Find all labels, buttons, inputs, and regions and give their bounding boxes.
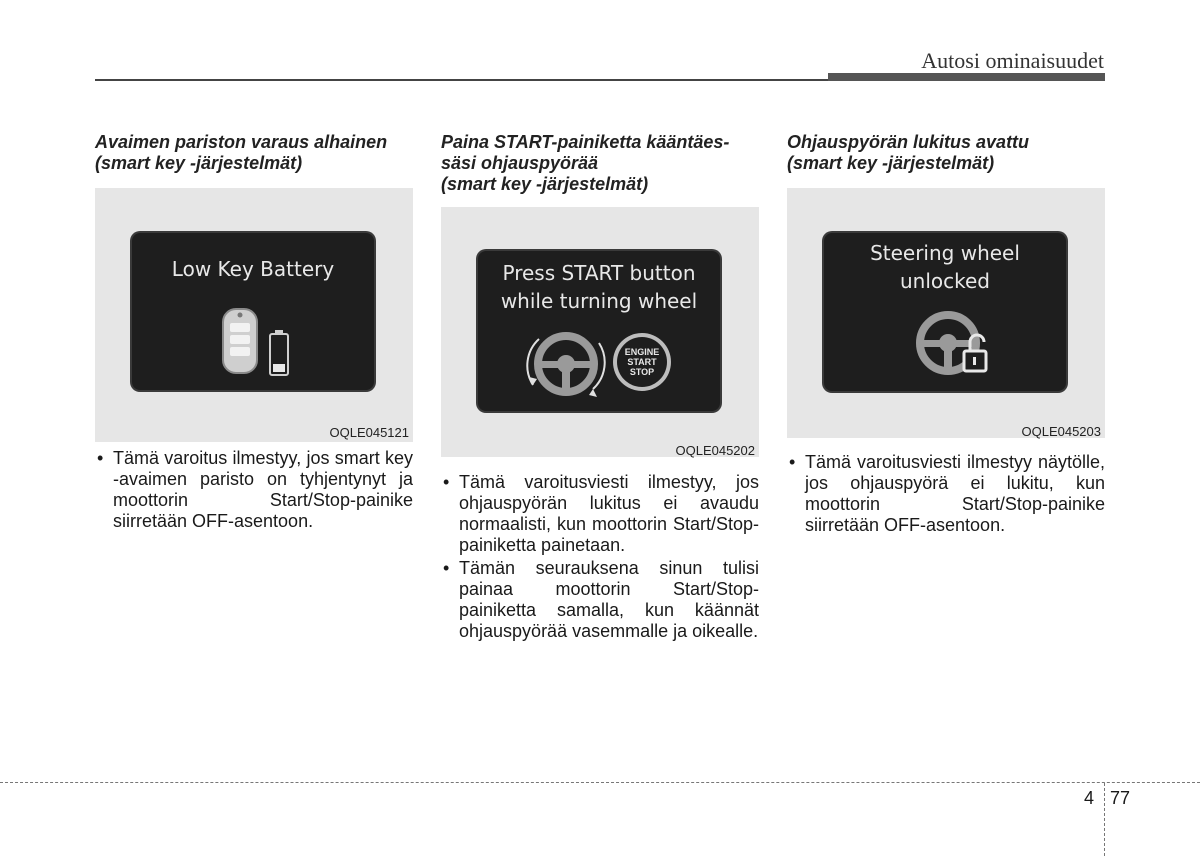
low-battery-icon [268, 329, 290, 377]
list-item: • Tämän seurauksena sinun tulisi painaa moottorin Start/Stop-painiketta samalla, kun käännät ohjauspyörää vasemmalle ja oikealle. [443, 558, 759, 641]
chapter-number: 4 [1084, 788, 1095, 808]
image-code: OQLE045202 [675, 443, 755, 458]
warning-image-panel [95, 188, 413, 442]
steering-wheel-rotate-icon [523, 327, 609, 401]
section-heading: Paina START-painiketta kääntäes- säsi ohjauspyörää (smart key -järjestelmät) [441, 132, 730, 194]
footer-divider [0, 782, 1200, 783]
header-title: Autosi ominaisuudet [921, 48, 1104, 73]
bullet-text: Tämä varoitus ilmestyy, jos smart key -avaimen paristo on tyhjentynyt ja moottorin Start/Stop-painike siirretään OFF-asentoon. [113, 448, 413, 531]
bullet-text: Tämä varoitusviesti ilmestyy, jos ohjauspyörän lukitus ei avaudu normaalisti, kun moottorin Start/Stop-painiketta painetaan. [459, 472, 759, 555]
display-message: Low Key Battery [171, 257, 335, 281]
column-low-key-battery [95, 132, 415, 531]
header-rule-thin [95, 79, 830, 81]
warning-image-panel [441, 207, 759, 457]
cluster-display [132, 233, 374, 390]
list-item: • Tämä varoitus ilmestyy, jos smart key -avaimen paristo on tyhjentynyt ja moottorin Start/Stop-painike siirretään OFF-asentoon. [97, 448, 413, 531]
bullet-list [787, 452, 1105, 538]
bullet-list [441, 472, 759, 644]
smart-key-icon [220, 305, 260, 377]
engine-start-stop-button [617, 337, 667, 387]
section-heading: Avaimen pariston varaus alhainen (smart key -järjestelmät) [95, 132, 388, 173]
list-item: • Tämä varoitusviesti ilmestyy näytölle, jos ohjauspyörä ei lukitu, kun moottorin Start/Stop-painike siirretään OFF-asentoon. [789, 452, 1105, 535]
bullet-list [95, 448, 413, 534]
display-message: Steering wheel unlocked [870, 241, 1020, 293]
header-rule-thick [828, 73, 1105, 81]
bullet-text: Tämän seurauksena sinun tulisi painaa moottorin Start/Stop-painiketta samalla, kun käännät ohjauspyörää vasemmalle ja oikealle. [459, 558, 759, 641]
footer-divider-vertical [1104, 783, 1105, 856]
cluster-display [824, 233, 1066, 391]
image-code: OQLE045203 [1021, 424, 1101, 439]
list-item: • Tämä varoitusviesti ilmestyy, jos ohjauspyörän lukitus ei avaudu normaalisti, kun moottorin Start/Stop-painiketta painetaan. [443, 472, 759, 555]
button-label: ENGINE START STOP [624, 347, 660, 377]
image-code: OQLE045121 [329, 425, 409, 440]
display-message: Press START button while turning wheel [500, 261, 698, 313]
section-heading: Ohjauspyörän lukitus avattu (smart key -järjestelmät) [787, 132, 1030, 173]
cluster-display [478, 251, 720, 411]
column-press-start [441, 132, 761, 641]
steering-wheel-unlock-icon [910, 307, 1000, 383]
column-wheel-unlocked [787, 132, 1107, 535]
warning-image-panel [787, 188, 1105, 438]
page-number: 77 [1110, 788, 1131, 808]
bullet-text: Tämä varoitusviesti ilmestyy näytölle, jos ohjauspyörä ei lukitu, kun moottorin Start/Stop-painike siirretään OFF-asentoon. [805, 452, 1105, 535]
